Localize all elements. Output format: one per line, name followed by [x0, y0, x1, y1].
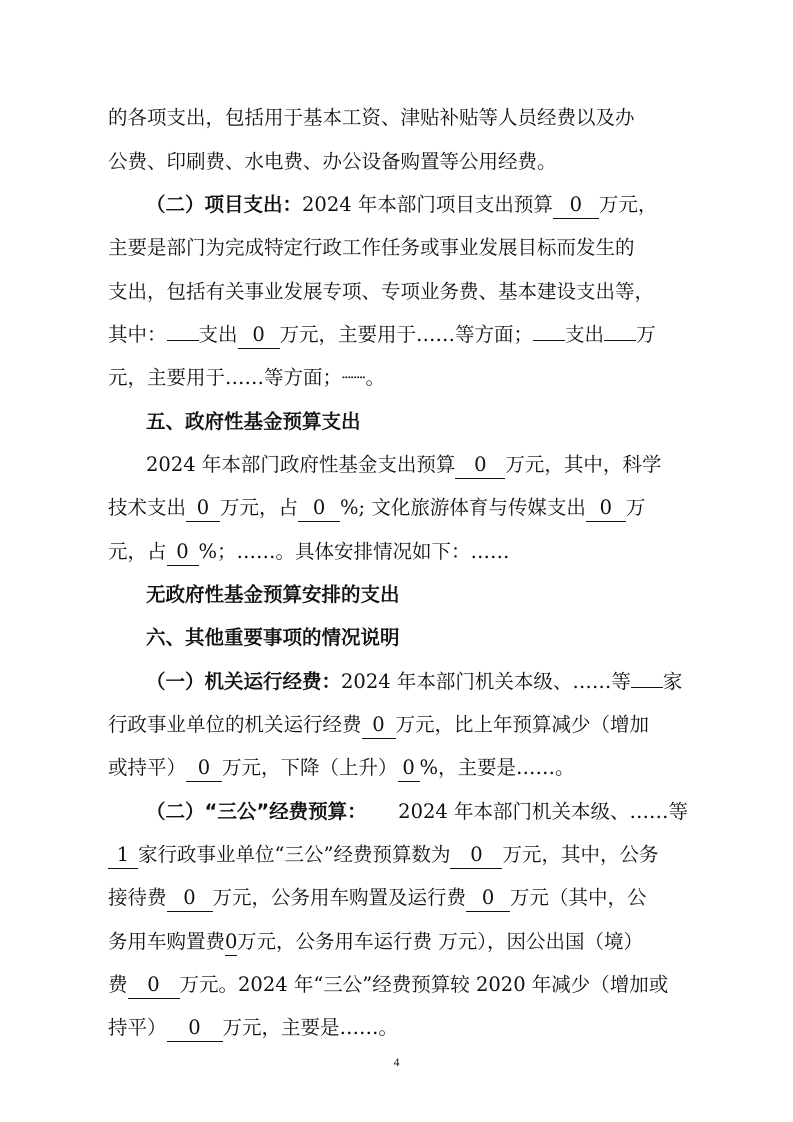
section-heading: [146, 618, 688, 658]
line-text: 万元，主要是……。: [222, 1016, 399, 1039]
paragraph-line: [108, 98, 688, 138]
blank-field: 0: [298, 495, 340, 522]
blank-field: [631, 687, 663, 688]
blank-field: 0: [362, 712, 396, 739]
heading-text: 六、其他重要事项的情况说明: [146, 626, 400, 649]
line-text: 技术支出: [108, 496, 187, 519]
line-text: 主要是部门为完成特定行政工作任务或事业发展目标而发生的: [108, 236, 635, 259]
blank-field: 0: [128, 972, 180, 999]
line-text: 的各项支出，包括用于基本工资、津贴补贴等人员经费以及办: [108, 106, 635, 129]
line-text: 2024 年本部门政府性基金支出预算: [146, 453, 456, 476]
section-label: （二）“三公”经费预算：: [146, 800, 367, 823]
line-text: 接待费: [108, 886, 167, 909]
paragraph-line: [108, 488, 688, 528]
paragraph-line: [108, 878, 688, 918]
blank-field: 0: [186, 495, 220, 522]
paragraph-line: [146, 662, 688, 702]
line-text: %，主要是……。: [419, 756, 575, 779]
line-text: 万元，其中，公务: [502, 843, 659, 866]
paragraph-line: [146, 792, 688, 832]
line-text: 万元，: [598, 193, 658, 216]
line-text: 家行政事业单位“三公”经费预算数为: [138, 843, 451, 866]
heading-text: 无政府性基金预算安排的支出: [146, 583, 400, 606]
paragraph-line: [108, 748, 688, 788]
line-text: 万: [625, 496, 646, 519]
line-text: 万: [636, 323, 656, 346]
blank-field: 0: [167, 1015, 223, 1042]
line-text: 支出: [565, 323, 605, 346]
section-label: （一）机关运行经费：: [146, 670, 342, 693]
blank-field: 0: [186, 755, 222, 782]
line-text: 公费、印刷费、水电费、办公设备购置等公用经费。: [108, 150, 557, 173]
paragraph-line: [108, 142, 688, 182]
section-label: （二）项目支出：: [146, 193, 303, 216]
blank-field: 0: [450, 842, 502, 869]
line-text: 其中：: [108, 323, 167, 346]
line-text: 2024 年本部门机关本级、……等: [398, 800, 688, 823]
paragraph-line: [108, 922, 688, 962]
paragraph-line: [108, 965, 688, 1005]
paragraph-line: [108, 358, 688, 398]
paragraph-line: [108, 1008, 688, 1048]
line-text: 万元，比上年预算减少（增加: [395, 713, 650, 736]
section-heading: [146, 575, 688, 615]
blank-field: 0: [455, 452, 505, 479]
line-text: 元，主要用于……等方面；┈┈。: [108, 366, 385, 389]
paragraph-line: [108, 532, 688, 572]
blank-field: [604, 340, 636, 341]
line-text: 万元，其中，科学: [505, 453, 662, 476]
line-text: 或持平）: [108, 756, 187, 779]
line-text: 万元。2024 年“三公”经费预算较 2020 年减少（增加或: [179, 973, 669, 996]
line-text: 万元，主要用于……等方面；: [279, 323, 534, 346]
line-text: 家: [662, 670, 683, 693]
section-heading: [146, 402, 688, 442]
line-text: 支出，包括有关事业发展专项、专项业务费、基本建设支出等，: [108, 280, 655, 303]
line-text: 支出: [198, 323, 238, 346]
paragraph-line: [108, 272, 688, 312]
line-text: 费: [108, 973, 128, 996]
blank-field: 0: [466, 885, 510, 912]
paragraph-line: [108, 228, 688, 268]
line-text: 持平）: [108, 1016, 167, 1039]
blank-field: 0: [586, 495, 626, 522]
line-text: %；……。具体安排情况如下：……: [198, 540, 510, 563]
line-text: 元，占: [108, 540, 167, 563]
paragraph-line: [146, 185, 688, 225]
line-text: %; 文化旅游体育与传媒支出: [340, 496, 586, 519]
paragraph-line: [108, 315, 688, 355]
paragraph-line: [108, 835, 688, 875]
blank-field: 0: [225, 929, 237, 956]
blank-field: 1: [108, 842, 138, 869]
blank-field: 0: [553, 192, 599, 219]
line-text: 2024 年本部门项目支出预算: [302, 193, 553, 216]
heading-text: 五、政府性基金预算支出: [146, 410, 361, 433]
line-text: 万元，下降（上升）: [222, 756, 398, 779]
line-text: 万元，占: [220, 496, 299, 519]
blank-field: 0: [167, 539, 199, 566]
line-text: 万元，公务用车购置及运行费: [212, 886, 467, 909]
page-number: 4: [393, 1055, 400, 1069]
blank-field: 0: [167, 885, 213, 912]
blank-field: [167, 340, 199, 341]
blank-field: 0: [398, 755, 420, 782]
paragraph-line: [146, 445, 688, 485]
line-text: 务用车购置费: [108, 930, 226, 953]
line-text: 行政事业单位的机关运行经费: [108, 713, 362, 736]
blank-field: 0: [238, 322, 280, 349]
line-text: 万元，公务用车运行费 万元），因公出国（境）: [237, 930, 643, 953]
blank-field: [533, 340, 565, 341]
paragraph-line: [108, 705, 688, 745]
line-text: 2024 年本部门机关本级、……等: [341, 670, 631, 693]
line-text: 万元（其中，公: [510, 886, 647, 909]
